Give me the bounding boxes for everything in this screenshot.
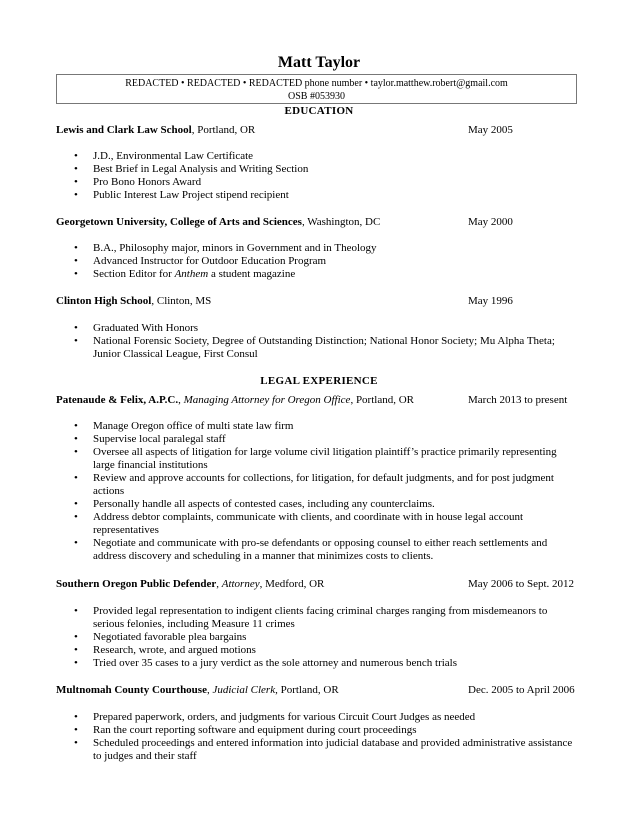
job-title: Managing Attorney for Oregon Office — [183, 394, 351, 406]
employer-name: Southern Oregon Public Defender — [56, 578, 217, 590]
list-item: • Scheduled proceedings and entered information into judicial database and provided administrative assistance to judges and their staff — [56, 737, 580, 763]
list-item: • Advanced Instructor for Outdoor Education Program — [56, 255, 580, 268]
magazine-title: Anthem — [174, 268, 209, 280]
list-item: • Supervise local paralegal staff — [56, 433, 580, 446]
employer-location: , Medford, OR — [259, 578, 325, 590]
education-entry-lewis-clark — [56, 124, 586, 137]
entry-date: March 2013 to present — [468, 394, 568, 406]
school-name: Clinton High School — [56, 295, 152, 307]
school-location: , Washington, DC — [301, 216, 381, 228]
employer-name: Multnomah County Courthouse — [56, 684, 207, 696]
list-item: • Review and approve accounts for collections, for litigation, for default judgments, and for post judgment actions — [56, 472, 580, 498]
experience-bullets-public-defender — [56, 605, 580, 670]
school-location: , Clinton, MS — [151, 295, 212, 307]
list-item: • Address debtor complaints, communicate with clients, and coordinate with in house legal account representatives — [56, 511, 580, 537]
entry-date: May 2006 to Sept. 2012 — [468, 578, 575, 590]
experience-entry-multnomah: Multnomah County Courthouse, Judicial Clerk, Portland, OR Dec. 2005 to April 2006 — [56, 684, 575, 696]
list-item: • National Forensic Society, Degree of Outstanding Distinction; National Honor Society; Mu Alpha Theta; Junior Classical League, First Consul — [56, 335, 580, 361]
job-title: Judicial Clerk — [212, 684, 276, 696]
experience-entry-patenaude: Patenaude & Felix, A.P.C., Managing Attorney for Oregon Office, Portland, OR March 2013 to present — [56, 394, 568, 406]
list-item: • Ran the court reporting software and equipment during court proceedings — [56, 724, 580, 737]
entry-date: May 2005 — [468, 124, 513, 136]
school-location: , Portland, OR — [191, 124, 256, 136]
list-item: • Graduated With Honors — [56, 322, 580, 335]
entry-date: May 1996 — [468, 295, 513, 307]
list-item: • Research, wrote, and argued motions — [56, 644, 580, 657]
experience-entry-public-defender: Southern Oregon Public Defender, Attorney, Medford, OR May 2006 to Sept. 2012 — [56, 578, 575, 590]
list-item: • Provided legal representation to indigent clients facing criminal charges ranging from misdemeanors to serious felonies, including Measure 11 crimes — [56, 605, 580, 631]
list-item-editor: • Section Editor for Anthem a student magazine — [56, 268, 580, 281]
experience-bullets-multnomah — [56, 711, 580, 763]
job-title: Attorney — [221, 578, 260, 590]
list-item: • Negotiated favorable plea bargains — [56, 631, 580, 644]
resume-name: Matt Taylor — [277, 54, 361, 71]
list-item: • B.A., Philosophy major, minors in Government and in Theology — [56, 242, 580, 255]
experience-bullets-patenaude — [56, 420, 580, 563]
list-item: • J.D., Environmental Law Certificate — [56, 150, 580, 163]
education-bullets-lewis-clark — [56, 150, 580, 202]
employer-location: , Portland, OR — [275, 684, 339, 696]
employer-name: Patenaude & Felix, A.P.C. — [56, 394, 179, 406]
list-item: • Best Brief in Legal Analysis and Writing Section — [56, 163, 580, 176]
contact-box — [56, 74, 577, 104]
list-item: • Manage Oregon office of multi state law firm — [56, 420, 580, 433]
list-item: • Oversee all aspects of litigation for large volume civil litigation plaintiff’s practice primarily representing large financial institutions — [56, 446, 580, 472]
employer-location: , Portland, OR — [350, 394, 414, 406]
list-item: • Public Interest Law Project stipend recipient — [56, 189, 580, 202]
bar-number: OSB #053930 — [288, 91, 345, 102]
contact-details: REDACTED • REDACTED • REDACTED phone number • taylor.matthew.robert@gmail.com — [125, 78, 508, 89]
education-heading: EDUCATION — [284, 105, 354, 117]
entry-date: May 2000 — [468, 216, 513, 228]
education-bullets-clinton — [56, 322, 580, 361]
list-item: • Prepared paperwork, orders, and judgments for various Circuit Court Judges as needed — [56, 711, 580, 724]
education-entry-clinton — [56, 295, 586, 308]
entry-date: Dec. 2005 to April 2006 — [468, 684, 575, 696]
school-name: Georgetown University, College of Arts and Sciences — [56, 216, 302, 228]
list-item: • Pro Bono Honors Award — [56, 176, 580, 189]
education-entry-georgetown — [56, 216, 586, 229]
list-item: • Negotiate and communicate with pro-se defendants or opposing counsel to either reach settlements and address discovery and scheduling in a manner that minimizes costs to clients. — [56, 537, 580, 563]
experience-heading: LEGAL EXPERIENCE — [260, 375, 378, 387]
school-name: Lewis and Clark Law School — [56, 124, 192, 136]
education-bullets-georgetown — [56, 242, 580, 281]
list-item: • Personally handle all aspects of contested cases, including any counterclaims. — [56, 498, 580, 511]
list-item: • Tried over 35 cases to a jury verdict as the sole attorney and numerous bench trials — [56, 657, 580, 670]
